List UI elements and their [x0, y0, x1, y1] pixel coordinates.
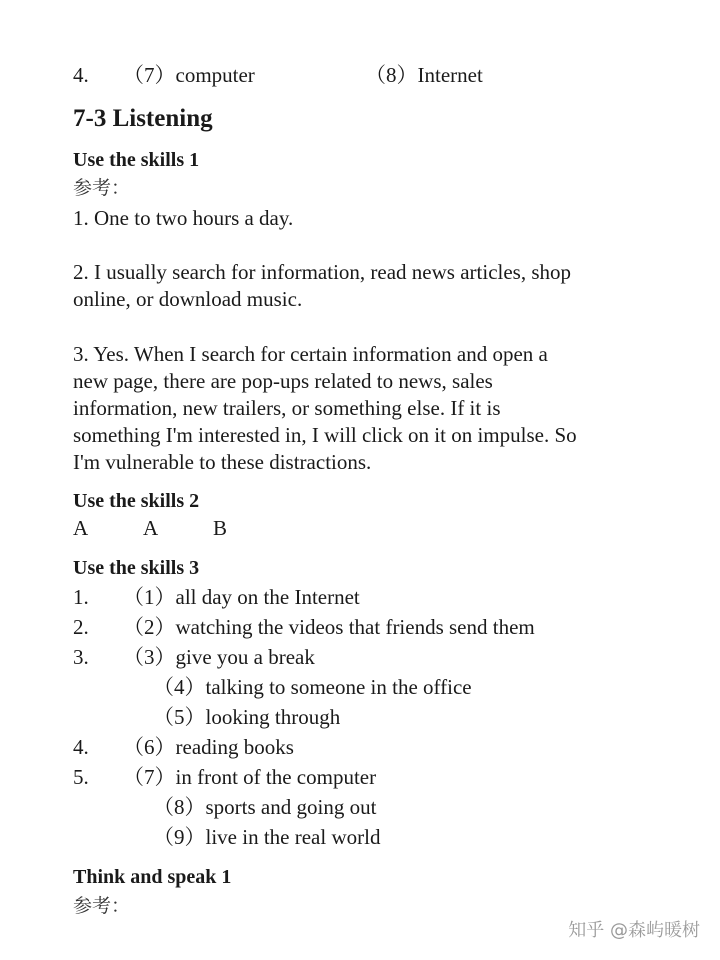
skills3-item — [153, 674, 472, 701]
skills2-heading: Use the skills 2 — [73, 490, 200, 512]
section-title: 7-3 Listening — [73, 105, 213, 132]
think-speak1-reference-label: 参考： — [73, 895, 131, 917]
item-number: 1. — [73, 585, 89, 609]
item-text: （4）talking to someone in the office — [153, 675, 472, 699]
item-text: （3）give you a break — [123, 645, 315, 669]
skills2-answer-2: A — [143, 516, 159, 540]
skills1-answer-3-line-3: information, new trailers, or something else. If it is — [73, 396, 501, 420]
skills3-heading: Use the skills 3 — [73, 557, 200, 579]
skills3-item — [73, 584, 360, 611]
item-text: （6）reading books — [123, 735, 294, 759]
think-speak1-heading: Think and speak 1 — [73, 866, 232, 888]
skills3-item — [73, 644, 315, 671]
skills2-answers — [73, 515, 283, 542]
skills3-item — [73, 734, 294, 761]
item-text: （2）watching the videos that friends send them — [123, 615, 535, 639]
skills3-item — [153, 794, 376, 821]
skills1-answer-2-line-1: 2. I usually search for information, read news articles, shop — [73, 260, 572, 284]
item-text: （7）in front of the computer — [123, 765, 377, 789]
skills1-answer-3-line-1: 3. Yes. When I search for certain information and open a — [73, 342, 548, 366]
skills1-answer-1: 1. One to two hours a day. — [73, 206, 294, 230]
skills2-answer-3: B — [213, 516, 228, 540]
answer-item-8: （8）Internet — [365, 63, 483, 87]
zhihu-watermark: 知乎 @森屿暖树 — [568, 920, 700, 941]
answer-item-7: （7）computer — [123, 63, 255, 87]
skills1-answer-2-line-2: online, or download music. — [73, 287, 303, 311]
skills1-answer-3-line-4: something I'm interested in, I will click on it on impulse. So — [73, 423, 577, 447]
skills1-answer-3-line-5: I'm vulnerable to these distractions. — [73, 450, 372, 474]
item-number: 5. — [73, 765, 89, 789]
skills3-item — [153, 824, 380, 851]
item-number: 2. — [73, 615, 89, 639]
skills1-heading: Use the skills 1 — [73, 149, 200, 171]
item-text: （9）live in the real world — [153, 825, 381, 849]
skills2-answer-1: A — [73, 516, 89, 540]
item-text: （8）sports and going out — [153, 795, 377, 819]
skills3-item — [73, 764, 376, 791]
skills1-answer-3-line-2: new page, there are pop-ups related to news, sales — [73, 369, 493, 393]
item-text: （1）all day on the Internet — [123, 585, 360, 609]
item-text: （5）looking through — [153, 705, 341, 729]
skills1-reference-label: 参考： — [73, 177, 131, 199]
item-number: 3. — [73, 645, 89, 669]
item-number: 4. — [73, 735, 89, 759]
row-number: 4. — [73, 63, 89, 87]
answer-row-4 — [73, 62, 483, 89]
skills3-item — [153, 704, 340, 731]
skills3-item — [73, 614, 535, 641]
